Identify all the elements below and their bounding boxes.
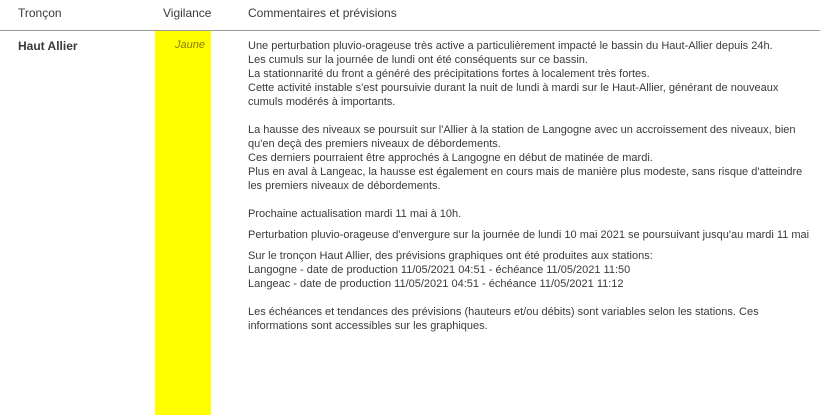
comment-paragraph: La hausse des niveaux se poursuit sur l'Allier à la station de Langogne avec un accroissement des niveaux, bien qu'en deçà des premiers niveaux de débordements. [248,124,796,150]
station-langogne: Langogne - date de production 11/05/2021 04:51 - échéance 11/05/2021 11:50 [248,264,631,276]
comment-paragraph: Ces derniers pourraient être approchés à Langogne en début de matinée de mardi. [248,152,653,164]
comment-paragraph: Plus en aval à Langeac, la hausse est également en cours mais de manière plus modeste, sans risque d'atteindre les premiers niveaux de débordements. [248,166,803,192]
table-row [0,31,820,415]
comment-paragraph: Les cumuls sur la journée de lundi ont été conséquents sur ce bassin. [248,54,588,66]
station-langeac: Langeac - date de production 11/05/2021 04:51 - échéance 11/05/2021 11:12 [248,278,624,290]
comment-paragraph: Les échéances et tendances des prévisions (hauteurs et/ou débits) sont variables selon les stations. Ces informations sont accessibles sur les graphiques. [248,306,759,332]
next-update: Prochaine actualisation mardi 11 mai à 10h. [248,208,462,220]
comment-paragraph: Cette activité instable s'est poursuivie durant la nuit de lundi à mardi sur le Haut-Allier, générant de nouveaux cumuls modérés à importants. [248,82,779,108]
vigilance-level: Jaune [175,39,205,51]
comment-paragraph: Une perturbation pluvio-orageuse très active a particulièrement impacté le bassin du Haut-Allier depuis 24h. [248,40,773,52]
comment-paragraph: La stationnarité du front a généré des précipitations fortes à localement très fortes. [248,68,650,80]
vigilance-cell [155,31,211,415]
troncon-name: Haut Allier [18,39,78,53]
header-comments: Commentaires et prévisions [248,6,397,20]
comments-cell [248,39,813,333]
header-vigilance: Vigilance [163,6,212,20]
header-troncon: Tronçon [18,6,62,20]
comment-paragraph: Perturbation pluvio-orageuse d'envergure sur la journée de lundi 10 mai 2021 se poursuivant jusqu'au mardi 11 mai [248,229,810,241]
comment-paragraph: Sur le tronçon Haut Allier, des prévisions graphiques ont été produites aux stations: [248,250,653,262]
table-header [0,0,820,31]
